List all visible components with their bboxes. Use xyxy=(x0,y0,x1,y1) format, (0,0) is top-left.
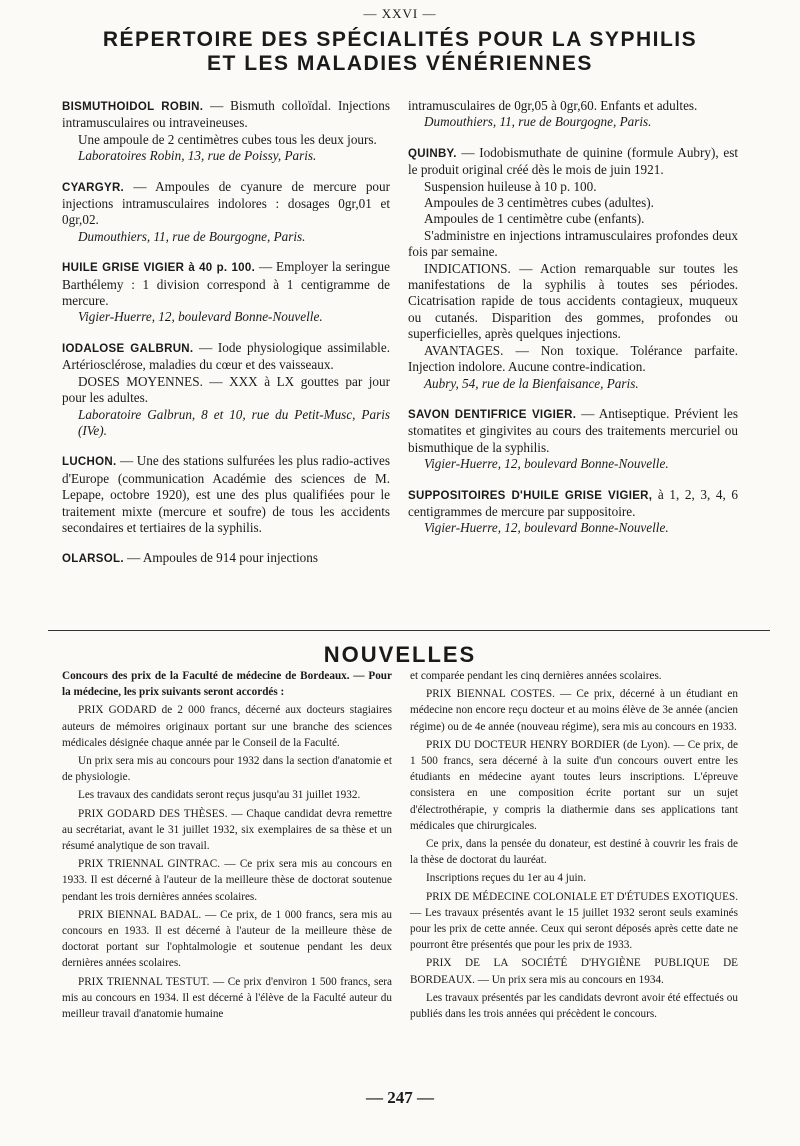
repertoire-left-column xyxy=(62,98,390,582)
entry-bismuthoidol xyxy=(62,98,390,165)
entry-text: — Bismuth colloïdal. Injections intramusculaires ou intraveineuses. xyxy=(62,98,390,131)
entry-text: à 1, 2, 3, 4, 6 centigrammes de mercure par suppositoire. xyxy=(408,486,738,519)
entry-address: Vigier-Huerre, 12, boulevard Bonne-Nouvelle. xyxy=(78,309,323,325)
entry-text-2: Une ampoule de 2 centimètres cubes tous les deux jours. xyxy=(78,131,377,147)
entry-line: Ampoules de 3 centimètres cubes (adultes). xyxy=(424,195,654,211)
entry-text: — Ampoules de 914 pour injections xyxy=(127,550,318,566)
entry-suppositoires xyxy=(408,487,738,537)
page-number: — 247 — xyxy=(366,1088,434,1107)
entry-cyargyr xyxy=(62,179,390,246)
news-heading: NOUVELLES xyxy=(323,642,477,667)
entry-text: — Employer la seringue Barthélemy : 1 division correspond à 1 centigramme de mercure. xyxy=(62,259,390,309)
entry-text: — Une des stations sulfurées les plus radio-actives d'Europe (communication Académie des sciences de M. Lepape, octobre 1920), est une des plus qualifiées pour le traitement mixte (mercure et soufre) de tous les accidents secondaires et tertiaires de la syphilis. xyxy=(62,453,390,535)
news-left-column xyxy=(62,668,392,1024)
entry-name: LUCHON. xyxy=(62,456,117,469)
news-paragraph: Concours des prix de la Faculté de médecine de Bordeaux. — Pour la médecine, les prix suivants seront accordés : xyxy=(62,670,392,699)
news-paragraph: PRIX TRIENNAL GINTRAC. — Ce prix sera mis au concours en 1933. Il est décerné à l'auteur de la meilleure thèse de doctorat soutenue pendant les trois dernières années scolaires. xyxy=(62,858,392,903)
page-roman-numeral: — XXVI — xyxy=(363,6,437,21)
entry-line: AVANTAGES. — Non toxique. Tolérance parfaite. Injection indolore. Aucune contre-indication. xyxy=(408,342,738,375)
entry-text-2: DOSES MOYENNES. — XXX à LX gouttes par jour pour les adultes. xyxy=(62,373,390,406)
entry-address: Aubry, 54, rue de la Bienfaisance, Paris. xyxy=(424,375,639,391)
entry-name: HUILE GRISE VIGIER à 40 p. 100. xyxy=(62,262,256,275)
entry-text: — Ampoules de cyanure de mercure pour injections intramusculaires indolores : dosages 0gr,01 et 0gr,02. xyxy=(62,178,390,228)
entry-name: CYARGYR. xyxy=(62,181,125,194)
entry-text: intramusculaires de 0gr,05 à 0gr,60. Enfants et adultes. xyxy=(408,98,698,113)
news-paragraph: Les travaux des candidats seront reçus jusqu'au 31 juillet 1932. xyxy=(78,789,361,802)
entry-text: — Iodobismuthate de quinine (formule Aubry), est le produit original créé dès le mois de juin 1921. xyxy=(408,144,738,178)
news-paragraph: PRIX BIENNAL COSTES. — Ce prix, décerné à un étudiant en médecine non encore reçu docteur et au moins élève de 3e année (ancien régime) ou de 4e année (nouveau régime), sera mis au concours en 1933. xyxy=(410,688,738,733)
entry-savon xyxy=(408,406,738,473)
page-title: RÉPERTOIRE DES SPÉCIALITÉS POUR LA SYPHILIS xyxy=(102,28,698,51)
entry-address: Dumouthiers, 11, rue de Bourgogne, Paris. xyxy=(78,228,306,244)
entry-name: IODALOSE GALBRUN. xyxy=(62,342,194,355)
news-paragraph: PRIX DE LA SOCIÉTÉ D'HYGIÈNE PUBLIQUE DE BORDEAUX. — Un prix sera mis au concours en 1934. xyxy=(410,957,738,986)
news-paragraph: PRIX BIENNAL BADAL. — Ce prix, de 1 000 francs, sera mis au concours en 1933. Il est décerné à l'auteur de la meilleure thèse de doctorat portant sur l'ophtalmologie et soutenue pendant les deux dernières années scolaires. xyxy=(62,908,392,970)
entry-line: S'administre en injections intramusculaires profondes deux fois par semaine. xyxy=(408,227,738,260)
news-paragraph: PRIX DE MÉDECINE COLONIALE ET D'ÉTUDES EXOTIQUES. — Les travaux présentés avant le 15 juillet 1932 seront seuls examinés pour les prix de cette année. Ceux qui seront déposés après cette date ne pourront être présentés que pour les prix de 1933. xyxy=(410,890,738,952)
entry-name: OLARSOL. xyxy=(62,553,124,566)
news-paragraph: Les travaux présentés par les candidats devront avoir été effectués ou publiés dans les trois années qui précèdent le concours. xyxy=(410,991,738,1021)
entry-line: Suspension huileuse à 10 p. 100. xyxy=(424,178,597,194)
section-divider xyxy=(48,630,770,631)
entry-name: BISMUTHOIDOL ROBIN. xyxy=(62,101,204,113)
news-paragraph: PRIX GODARD de 2 000 francs, décerné aux docteurs stagiaires auteurs de mémoires originaux portant sur une branche des sciences médicales désignée chaque année par le Conseil de la Faculté. xyxy=(62,704,392,749)
entry-address: Vigier-Huerre, 12, boulevard Bonne-Nouvelle. xyxy=(424,520,669,536)
news-right-column xyxy=(410,668,738,1024)
news-paragraph: PRIX GODARD DES THÈSES. — Chaque candidat devra remettre au secrétariat, avant le 31 juillet 1932, six exemplaires de sa thèse et un résumé analytique de son travail. xyxy=(62,807,392,853)
entry-huile-grise xyxy=(62,259,390,326)
entry-luchon xyxy=(62,453,390,536)
news-paragraph: et comparée pendant les cinq dernières années scolaires. xyxy=(410,670,662,682)
entry-quinby xyxy=(408,145,738,392)
entry-name: SAVON DENTIFRICE VIGIER. xyxy=(408,408,577,421)
entry-address: Laboratoires Robin, 13, rue de Poissy, Paris. xyxy=(78,148,317,164)
news-paragraph: Un prix sera mis au concours pour 1932 dans la section d'anatomie et de physiologie. xyxy=(62,755,392,784)
entry-address: Laboratoire Galbrun, 8 et 10, rue du Petit-Musc, Paris (IVe). xyxy=(78,406,390,438)
entry-line: INDICATIONS. — Action remarquable sur toutes les manifestations de la syphilis à toutes ses périodes. Cicatrisation rapide de tous accidents contagieux, muqueux ou cutanés. Disparition des gommes, profondes ou superficielles, après quelques injections. xyxy=(408,260,738,342)
page-subtitle: ET LES MALADIES VÉNÉRIENNES xyxy=(207,52,593,75)
entry-address: Dumouthiers, 11, rue de Bourgogne, Paris. xyxy=(424,114,652,130)
entry-name: QUINBY. xyxy=(408,147,457,160)
entry-text: — Antiseptique. Prévient les stomatites et gingivites au cours des traitements mercuriel ou bismuthique de la syphilis. xyxy=(408,405,739,455)
entry-iodalose xyxy=(62,340,390,439)
entry-name: SUPPOSITOIRES D'HUILE GRISE VIGIER, xyxy=(408,489,653,502)
news-paragraph: PRIX TRIENNAL TESTUT. — Ce prix d'environ 1 500 francs, sera mis au concours en 1934. Il est décerné à l'élève de la Faculté auteur du meilleur travail d'anatomie humaine xyxy=(62,975,392,1021)
entry-text: — Iode physiologique assimilable. Artériosclérose, maladies du cœur et des vaisseaux. xyxy=(62,339,390,373)
entry-address: Vigier-Huerre, 12, boulevard Bonne-Nouvelle. xyxy=(424,456,669,472)
entry-olarsol-cont xyxy=(408,98,738,131)
news-paragraph: Inscriptions reçues du 1er au 4 juin. xyxy=(426,872,587,885)
repertoire-right-column xyxy=(408,98,738,551)
entry-olarsol xyxy=(62,550,390,567)
news-paragraph: Ce prix, dans la pensée du donateur, est destiné à couvrir les frais de la thèse de doctorat du lauréat. xyxy=(410,838,738,867)
entry-line: Ampoules de 1 centimètre cube (enfants). xyxy=(424,211,645,227)
news-paragraph: PRIX DU DOCTEUR HENRY BORDIER (de Lyon). — Ce prix, de 1 500 francs, sera décerné à la suite d'un concours ouvert entre les étudiants en médecine ayant toutes leurs inscriptions. L'épreuve consistera en une composition écrite portant sur un sujet d'électrothérapie, y compris la diathermie dans ses applications tant médicales que chirurgicales. xyxy=(410,738,738,832)
